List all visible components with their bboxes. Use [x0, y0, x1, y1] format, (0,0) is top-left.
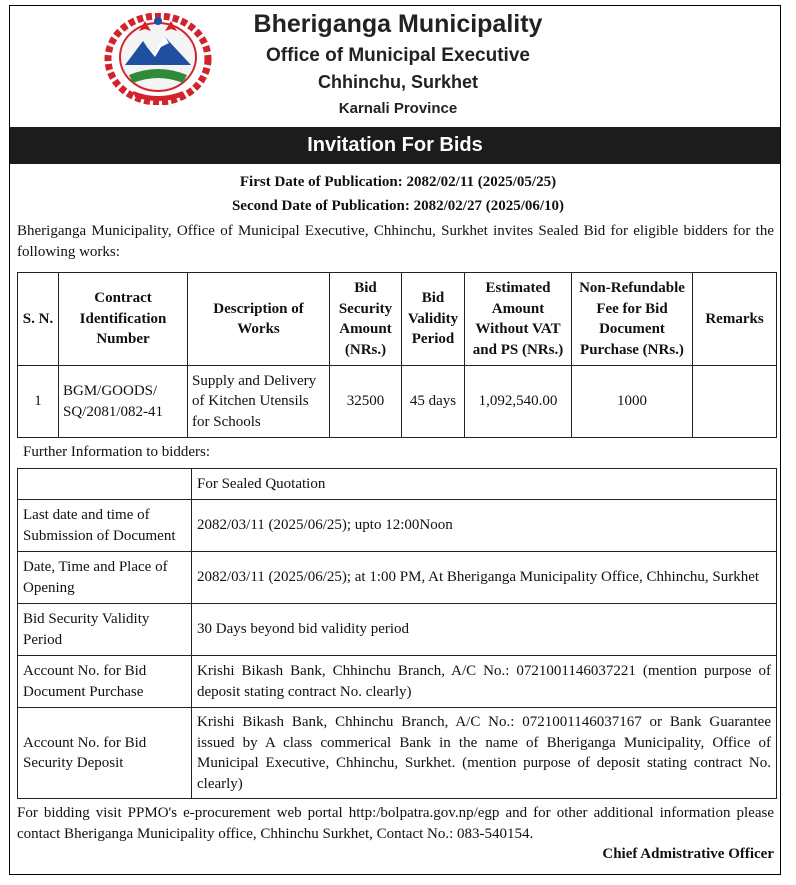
table-row	[18, 708, 777, 799]
cell-remarks	[693, 366, 777, 438]
table-row	[18, 656, 777, 708]
header-document-fee: Non-Refundable Fee for Bid Document Purchase (NRs.)	[572, 273, 693, 366]
notice-title-banner: Invitation For Bids	[10, 127, 780, 164]
info-value: 2082/03/11 (2025/06/25); upto 12:00Noon	[192, 500, 777, 552]
info-label: Account No. for Bid Document Purchase	[18, 656, 192, 708]
info-label: Bid Security Validity Period	[18, 604, 192, 656]
province-name: Karnali Province	[338, 100, 458, 117]
cell-bid-security: 32500	[330, 366, 402, 438]
second-publication-date: Second Date of Publication: 2082/02/27 (2025/06/10)	[231, 198, 565, 214]
intro-paragraph: Bheriganga Municipality, Office of Municipal Executive, Chhinchu, Surkhet invites Sealed Bid for eligible bidders for the following works:	[17, 223, 774, 260]
footer-paragraph: For bidding visit PPMO's e-procurement web portal http:/bolpatra.gov.np/egp and for other additional information please contact Bheriganga Municipality office, Chhinchu Surkhet, Contact No.: 083-540154.	[17, 805, 774, 842]
cell-estimated-amount: 1,092,540.00	[465, 366, 572, 438]
header-contract-id: Contract Identification Number	[59, 273, 188, 366]
table-row	[18, 552, 777, 604]
table-row	[18, 604, 777, 656]
office-location: Chhinchu, Surkhet	[317, 72, 478, 92]
header-remarks: Remarks	[693, 273, 777, 366]
signature-title: Chief Admistrative Officer	[602, 846, 774, 862]
info-value: Krishi Bikash Bank, Chhinchu Branch, A/C No.: 0721001146037221 (mention purpose of deposit stating contract No. clearly)	[192, 656, 777, 708]
info-value: Krishi Bikash Bank, Chhinchu Branch, A/C No.: 0721001146037167 or Bank Guarantee issued by A class commerical Bank in the name of Bheriganga Municipality, Office of Municipal Executive, Chhinchu, Surkhet. (mention purpose of deposit stating contract No. clearly)	[192, 708, 777, 799]
info-label: Date, Time and Place of Opening	[18, 552, 192, 604]
info-table	[17, 468, 777, 799]
municipality-name: Bheriganga Municipality	[253, 10, 543, 38]
info-label: Last date and time of Submission of Document	[18, 500, 192, 552]
bid-table-header-row	[18, 273, 777, 366]
bid-table	[17, 272, 777, 438]
table-row	[18, 469, 777, 500]
table-row	[18, 500, 777, 552]
info-label	[18, 469, 192, 500]
info-value: For Sealed Quotation	[192, 469, 777, 500]
table-row	[18, 366, 777, 438]
first-publication-date: First Date of Publication: 2082/02/11 (2025/05/25)	[239, 174, 557, 190]
header-validity: Bid Validity Period	[402, 273, 465, 366]
info-value: 30 Days beyond bid validity period	[192, 604, 777, 656]
header-description: Description of Works	[188, 273, 330, 366]
info-label: Account No. for Bid Security Deposit	[18, 708, 192, 799]
further-info-label: Further Information to bidders:	[23, 444, 211, 460]
cell-sn: 1	[18, 366, 59, 438]
cell-validity: 45 days	[402, 366, 465, 438]
info-value: 2082/03/11 (2025/06/25); at 1:00 PM, At Bheriganga Municipality Office, Chhinchu, Surkhet	[192, 552, 777, 604]
header-estimated-amount: Estimated Amount Without VAT and PS (NRs.)	[465, 273, 572, 366]
header-sn: S. N.	[18, 273, 59, 366]
cell-contract-id: BGM/GOODS/ SQ/2081/082-41	[59, 366, 188, 438]
cell-description: Supply and Delivery of Kitchen Utensils for Schools	[188, 366, 330, 438]
cell-document-fee: 1000	[572, 366, 693, 438]
header-bid-security: Bid Security Amount (NRs.)	[330, 273, 402, 366]
office-name: Office of Municipal Executive	[266, 45, 530, 66]
